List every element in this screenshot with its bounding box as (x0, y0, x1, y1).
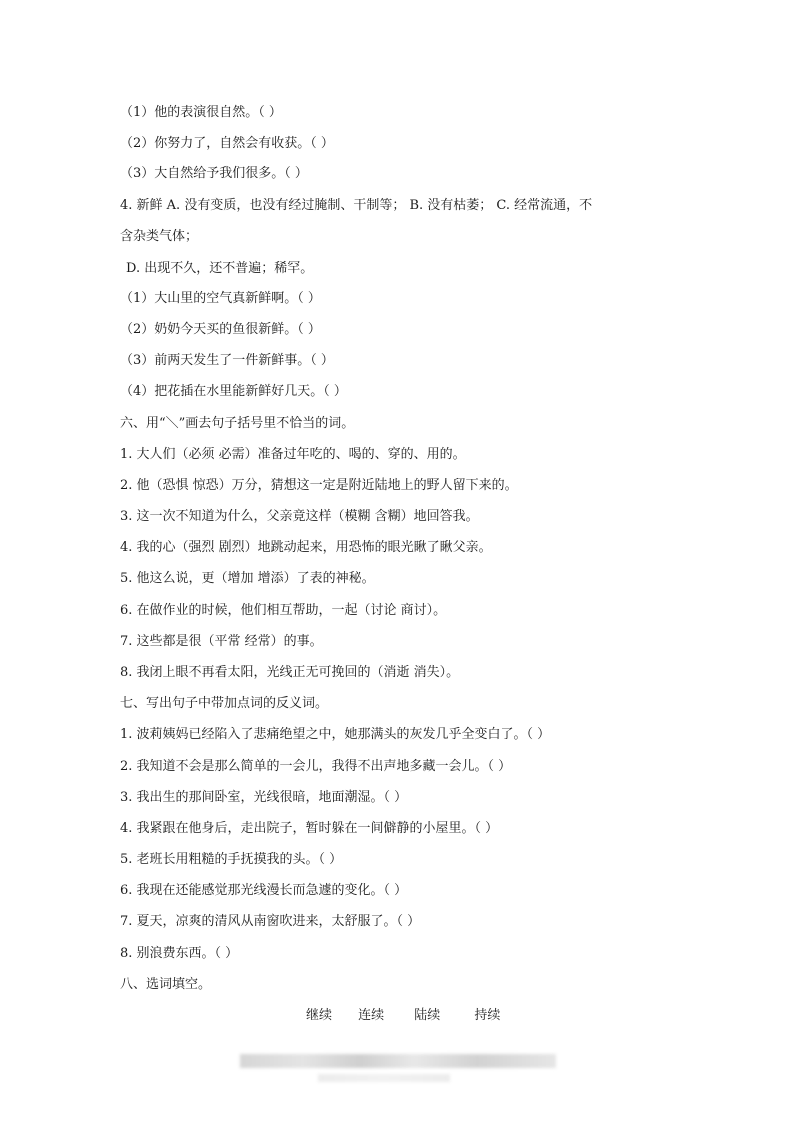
q5-4-definition-d: D. 出现不久，还不普遍；稀罕。 (126, 261, 314, 276)
q5-4-item-4: （4）把花插在水里能新鲜好几天。（ ） (120, 384, 347, 399)
q5-4-definitions-cont: 含杂类气体； (120, 229, 199, 244)
word-options (306, 1008, 500, 1024)
section-6-item-5: 5. 他这么说，更（增加 增添）了表的神秘。 (120, 571, 375, 586)
section-7-item-3: 3. 我出生的那间卧室，光线很暗，地面潮湿。（ ） (120, 790, 408, 805)
q5-3-item-3: （3）大自然给予我们很多。（ ） (120, 166, 308, 181)
blurred-footer (240, 1054, 556, 1068)
section-7-item-5: 5. 老班长用粗糙的手抚摸我的头。（ ） (120, 852, 343, 867)
section-7-item-2: 2. 我知道不会是那么简单的一会儿，我得不出声地多藏一会儿。（ ） (120, 759, 512, 774)
section-6-item-1: 1. 大人们（必须 必需）准备过年吃的、喝的、穿的、用的。 (120, 447, 466, 462)
section-7-item-6: 6. 我现在还能感觉那光线漫长而急遽的变化。（ ） (120, 883, 408, 898)
word-option: 陆续 (414, 1008, 441, 1023)
section-6-item-8: 8. 我闭上眼不再看太阳，光线正无可挽回的（消逝 消失）。 (120, 665, 460, 680)
q5-3-item-2: （2）你努力了，自然会有收获。（ ） (120, 136, 334, 151)
blurred-footer-sub (318, 1074, 450, 1082)
section-8-heading: 八、选词填空。 (120, 977, 212, 992)
section-6-item-4: 4. 我的心（强烈 剧烈）地跳动起来，用恐怖的眼光瞅了瞅父亲。 (120, 540, 492, 555)
section-6-item-7: 7. 这些都是很（平常 经常）的事。 (120, 634, 323, 649)
section-6-heading: 六、用“＼”画去句子括号里不恰当的词。 (120, 416, 355, 431)
section-6-item-6: 6. 在做作业的时候，他们相互帮助，一起（讨论 商讨）。 (120, 603, 447, 618)
word-option: 持续 (474, 1008, 501, 1023)
word-option: 连续 (358, 1008, 385, 1023)
q5-4-definitions: 4. 新鲜 A. 没有变质，也没有经过腌制、干制等； B. 没有枯萎； C. 经常流通，不 (120, 198, 593, 213)
section-6-item-3: 3. 这一次不知道为什么，父亲竟这样（模糊 含糊）地回答我。 (120, 509, 479, 524)
word-option: 继续 (306, 1008, 333, 1023)
q5-4-item-2: （2）奶奶今天买的鱼很新鲜。（ ） (120, 322, 321, 337)
section-7-heading: 七、写出句子中带加点词的反义词。 (120, 696, 329, 711)
section-7-item-8: 8. 别浪费东西。（ ） (120, 946, 239, 961)
q5-4-item-3: （3）前两天发生了一件新鲜事。（ ） (120, 353, 334, 368)
q5-3-item-1: （1）他的表演很自然。（ ） (120, 105, 282, 120)
section-7-item-4: 4. 我紧跟在他身后，走出院子，暂时躲在一间僻静的小屋里。（ ） (120, 821, 499, 836)
q5-4-item-1: （1）大山里的空气真新鲜啊。（ ） (120, 291, 321, 306)
section-7-item-1: 1. 波莉姨妈已经陷入了悲痛绝望之中，她那满头的灰发几乎全变白了。（ ） (120, 727, 551, 742)
section-6-item-2: 2. 他（恐惧 惊恐）万分，猜想这一定是附近陆地上的野人留下来的。 (120, 478, 518, 493)
section-7-item-7: 7. 夏天，凉爽的清风从南窗吹进来，太舒服了。（ ） (120, 914, 421, 929)
